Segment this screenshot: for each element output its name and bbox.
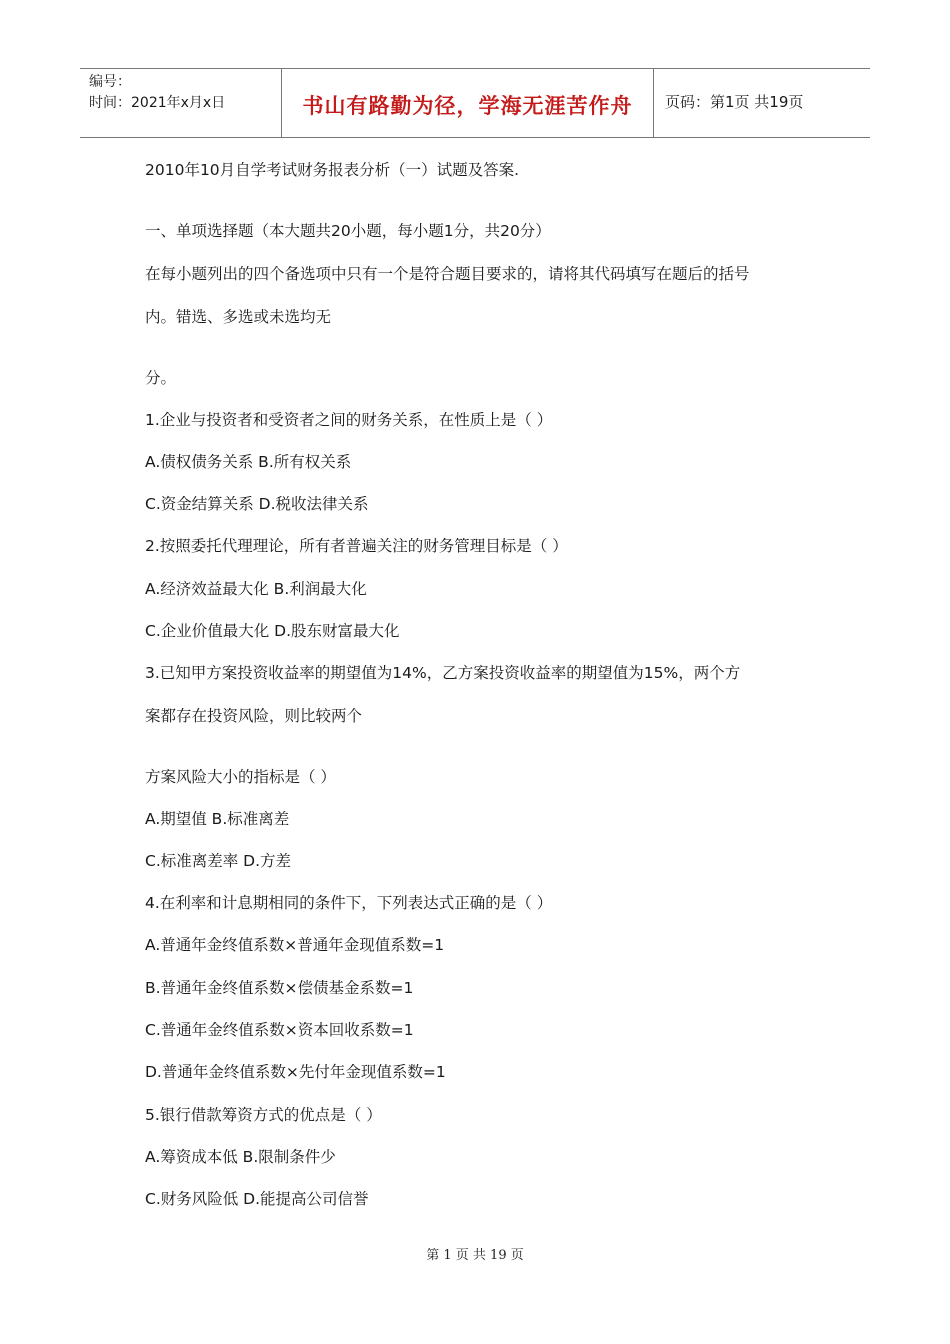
answer-option: C.普通年金终值系数×资本回收系数=1 (145, 1021, 414, 1039)
question-text: 方案风险大小的指标是（ ） (145, 768, 336, 786)
section-heading: 一、单项选择题（本大题共20小题，每小题1分，共20分） (145, 222, 551, 240)
answer-options: C.资金结算关系 D.税收法律关系 (145, 495, 369, 513)
document-date-label: 时间：2021年x月x日 (89, 95, 226, 111)
header-meta (80, 69, 282, 137)
question-text: 2.按照委托代理理论，所有者普遍关注的财务管理目标是（ ） (145, 537, 568, 555)
answer-options: A.期望值 B.标准离差 (145, 810, 290, 828)
question-text: 3.已知甲方案投资收益率的期望值为14%，乙方案投资收益率的期望值为15%，两个方 (145, 664, 741, 682)
document-number-label: 编号： (89, 74, 131, 90)
answer-options: A.经济效益最大化 B.利润最大化 (145, 580, 367, 598)
answer-option: B.普通年金终值系数×偿债基金系数=1 (145, 979, 414, 997)
document-title: 2010年10月自学考试财务报表分析（一）试题及答案. (145, 161, 520, 179)
question-text: 1.企业与投资者和受资者之间的财务关系，在性质上是（ ） (145, 411, 553, 429)
question-text: 案都存在投资风险，则比较两个 (145, 707, 363, 725)
header-page-info: 页码：第1页 共19页 (665, 93, 804, 111)
answer-option: A.普通年金终值系数×普通年金现值系数=1 (145, 936, 445, 954)
header-motto-cell (282, 69, 654, 137)
answer-options: A.债权债务关系 B.所有权关系 (145, 453, 352, 471)
answer-option: D.普通年金终值系数×先付年金现值系数=1 (145, 1063, 446, 1081)
answer-options: C.标准离差率 D.方差 (145, 852, 292, 870)
page-footer: 第 1 页 共 19 页 (426, 1248, 524, 1263)
page-header (80, 68, 870, 138)
answer-options: A.筹资成本低 B.限制条件少 (145, 1148, 336, 1166)
instruction-line: 内。错选、多选或未选均无 (145, 308, 332, 326)
answer-options: C.财务风险低 D.能提高公司信誉 (145, 1190, 369, 1208)
answer-options: C.企业价值最大化 D.股东财富最大化 (145, 622, 400, 640)
instruction-line: 在每小题列出的四个备选项中只有一个是符合题目要求的，请将其代码填写在题后的括号 (145, 265, 750, 283)
instruction-line: 分。 (145, 369, 177, 387)
header-motto: 书山有路勤为径，学海无涯苦作舟 (302, 93, 633, 118)
question-text: 5.银行借款筹资方式的优点是（ ） (145, 1106, 382, 1124)
question-text: 4.在利率和计息期相同的条件下，下列表达式正确的是（ ） (145, 894, 553, 912)
